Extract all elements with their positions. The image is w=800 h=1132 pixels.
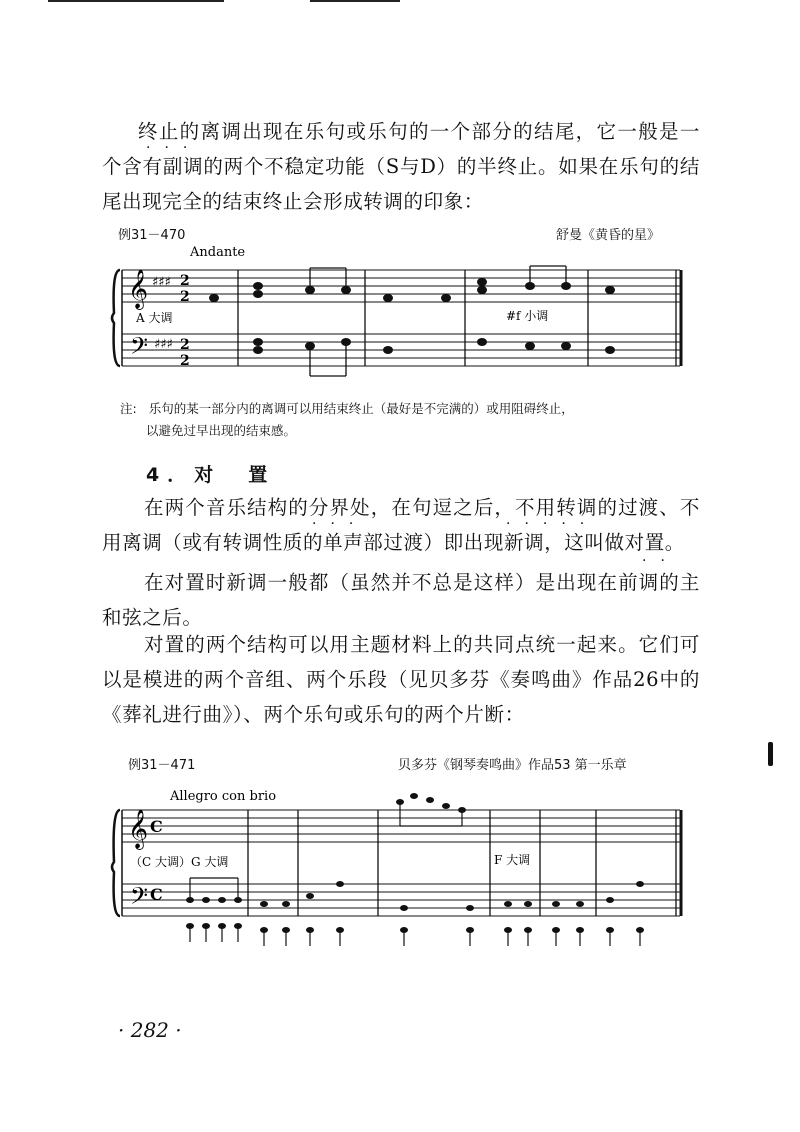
treble-clef: 𝄞 (128, 809, 149, 849)
key-label-a-major: A 大调 (136, 311, 173, 325)
section-heading (146, 460, 275, 487)
key-label-f-major: F 大调 (494, 853, 531, 867)
emphasis-dots: · · · (312, 516, 354, 532)
key-label-f-sharp-minor: #f 小调 (506, 309, 549, 323)
example-1-source: 舒曼《黄昏的星》 (556, 228, 661, 243)
svg-text:2: 2 (180, 337, 190, 353)
page-number: · 282 · (118, 1018, 182, 1042)
svg-text:2: 2 (180, 289, 190, 305)
emphasis-dots: · · (642, 553, 665, 569)
note-heads (186, 793, 644, 933)
note-line-2: 以避免过早出现的结束感。 (146, 423, 297, 438)
paragraph-4: 对置的两个结构可以用主题材料上的共同点统一起来。它们可以是模进的两个音组、两个乐段（见贝多芬《奏鸣曲》作品26中的《葬礼进行曲》）、两个乐句或乐句的两个片断： (102, 633, 700, 726)
paragraph-3: 在对置时新调一般都（虽然并不总是这样）是出现在前调的主和弦之后。 (102, 571, 700, 629)
score-example-1 (110, 238, 690, 388)
tempo-marking: Allegro con brio (170, 789, 277, 804)
svg-text:2: 2 (180, 353, 190, 369)
paragraph-2: 在两个音乐结构的分界处，在句逗之后，不用转调的过渡、不用离调（或有转调性质的单声部过渡）即出现新调，这叫做对置。 (102, 496, 700, 554)
key-label-g-major: （C 大调）G 大调 (130, 855, 229, 869)
emphasis-dots: · · · · · (506, 516, 585, 532)
paragraph-1: 终止的离调出现在乐句或乐句的一个部分的结尾，它一般是一个含有副调的两个不稳定功能（S与D）的半终止。如果在乐句的结尾出现完全的结束终止会形成转调的印象： (102, 120, 700, 213)
note-prefix: 注: (120, 401, 137, 416)
margin-mark (768, 742, 773, 766)
note-heads (209, 278, 615, 354)
example-2-number: 例31－471 (128, 758, 196, 773)
svg-text:♯♯♯: ♯♯♯ (154, 337, 173, 352)
treble-clef: 𝄞 (128, 269, 149, 309)
note-line-1: 乐句的某一部分内的离调可以用结束终止（最好是不完满的）或用阻碍终止， (148, 401, 574, 416)
tempo-marking: Andante (190, 245, 246, 260)
example-1-note (120, 398, 700, 442)
example-1-number: 例31－470 (118, 228, 186, 243)
section-number: 4． (146, 464, 195, 486)
svg-text:C: C (150, 885, 163, 904)
top-rule-left (48, 0, 224, 2)
svg-text:2: 2 (180, 273, 190, 289)
emphasis-dots: · · · (146, 140, 188, 156)
top-rule-right (310, 0, 400, 2)
score-example-2 (110, 770, 690, 960)
bass-clef: 𝄢 (130, 332, 149, 365)
svg-text:C: C (150, 817, 163, 836)
section-title: 对 置 (194, 464, 276, 486)
key-signature: ♯♯♯ (152, 275, 171, 290)
example-2-source: 贝多芬《钢琴奏鸣曲》作品53 第一乐章 (398, 758, 627, 773)
bass-clef: 𝄢 (130, 882, 149, 915)
